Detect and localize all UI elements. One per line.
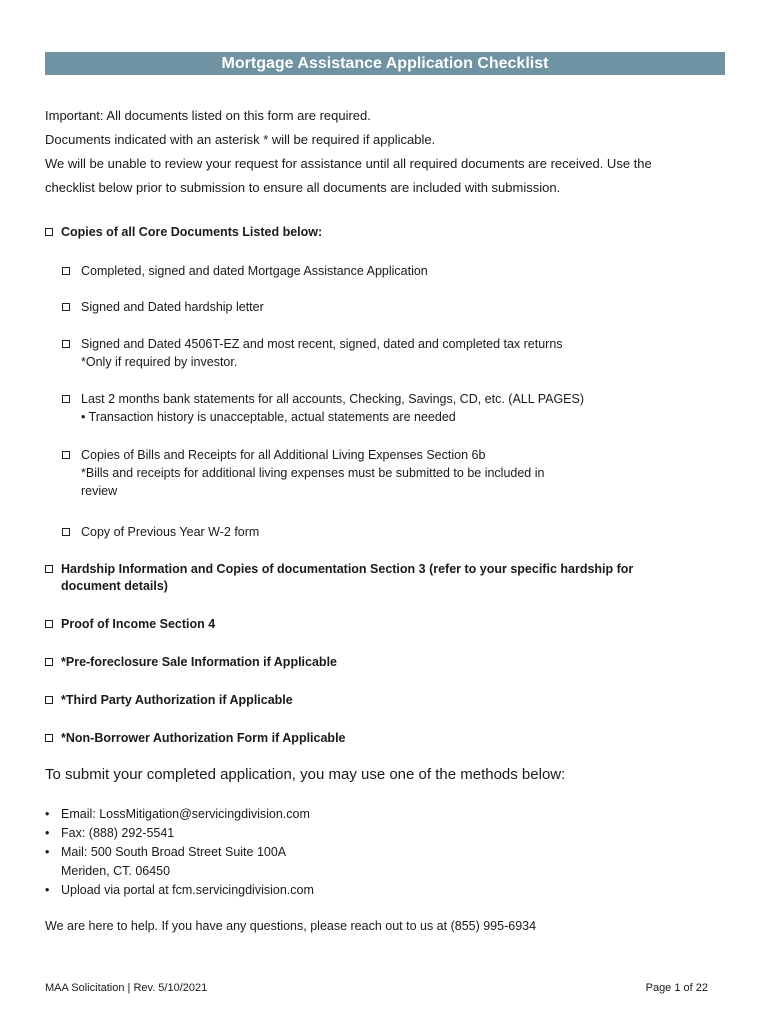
mail-address-line: Meriden, CT. 06450 (61, 864, 171, 878)
checklist-label: Signed and Dated hardship letter (81, 300, 264, 314)
help-text: We are here to help. If you have any questions, please reach out to us at (855) 995-6934 (45, 919, 537, 933)
list-item (45, 881, 314, 900)
checklist-label: Copy of Previous Year W-2 form (81, 525, 260, 539)
checkbox[interactable] (62, 395, 70, 403)
checklist-note: *Only if required by investor. (81, 355, 238, 369)
checkbox[interactable] (62, 303, 70, 311)
checklist-label: Proof of Income Section 4 (61, 617, 216, 631)
checklist-note: • Transaction history is unacceptable, actual statements are needed (81, 410, 456, 424)
bullet: • (45, 845, 50, 859)
submission-methods (45, 805, 314, 900)
bullet: • (45, 883, 50, 897)
checkbox[interactable] (45, 228, 53, 236)
checkbox[interactable] (62, 451, 70, 459)
checklist-label: Hardship Information and Copies of documentation Section 3 (refer to your specific hardship for (61, 562, 634, 576)
checklist-label: Signed and Dated 4506T-EZ and most recent, signed, dated and completed tax returns (81, 337, 563, 351)
checklist-label: Completed, signed and dated Mortgage Assistance Application (81, 264, 428, 278)
checkbox[interactable] (62, 267, 70, 275)
checklist-label: *Third Party Authorization if Applicable (61, 693, 293, 707)
checkbox[interactable] (62, 340, 70, 348)
checklist-label: document details) (61, 579, 168, 593)
checkbox[interactable] (62, 528, 70, 536)
mail-address-line: Mail: 500 South Broad Street Suite 100A (61, 845, 287, 859)
list-item (45, 824, 314, 843)
checkbox[interactable] (45, 565, 53, 573)
intro-line: checklist below prior to submission to ensure all documents are included with submission. (45, 180, 561, 195)
footer-revision: MAA Solicitation | Rev. 5/10/2021 (45, 982, 208, 994)
bullet: • (45, 826, 50, 840)
fax-number: Fax: (888) 292-5541 (61, 826, 175, 840)
checklist-note: *Bills and receipts for additional living expenses must be submitted to be included in (81, 466, 545, 480)
email-link[interactable]: Email: LossMitigation@servicingdivision.com (61, 807, 310, 821)
submit-heading: To submit your completed application, you may use one of the methods below: (45, 766, 566, 783)
intro-line: We will be unable to review your request for assistance until all required documents are received. Use the (45, 156, 652, 171)
checklist-label: Last 2 months bank statements for all accounts, Checking, Savings, CD, etc. (ALL PAGES) (81, 392, 585, 406)
list-item (45, 843, 314, 881)
footer-page-number: Page 1 of 22 (645, 982, 708, 994)
checklist-label: *Non-Borrower Authorization Form if Applicable (61, 731, 346, 745)
checkbox[interactable] (45, 658, 53, 666)
page-title: Mortgage Assistance Application Checklist (45, 52, 725, 75)
intro-line: Documents indicated with an asterisk * will be required if applicable. (45, 132, 436, 147)
checklist-label: Copies of Bills and Receipts for all Additional Living Expenses Section 6b (81, 448, 486, 462)
bullet: • (45, 807, 50, 821)
list-item (45, 805, 314, 824)
checkbox[interactable] (45, 620, 53, 628)
checklist-label: Copies of all Core Documents Listed below: (61, 225, 323, 239)
checkbox[interactable] (45, 696, 53, 704)
checklist-label: *Pre-foreclosure Sale Information if Applicable (61, 655, 337, 669)
checkbox[interactable] (45, 734, 53, 742)
intro-text (45, 104, 725, 200)
intro-line: Important: All documents listed on this form are required. (45, 108, 371, 123)
upload-portal-link[interactable]: Upload via portal at fcm.servicingdivision.com (61, 883, 314, 897)
checklist-note: review (81, 484, 118, 498)
